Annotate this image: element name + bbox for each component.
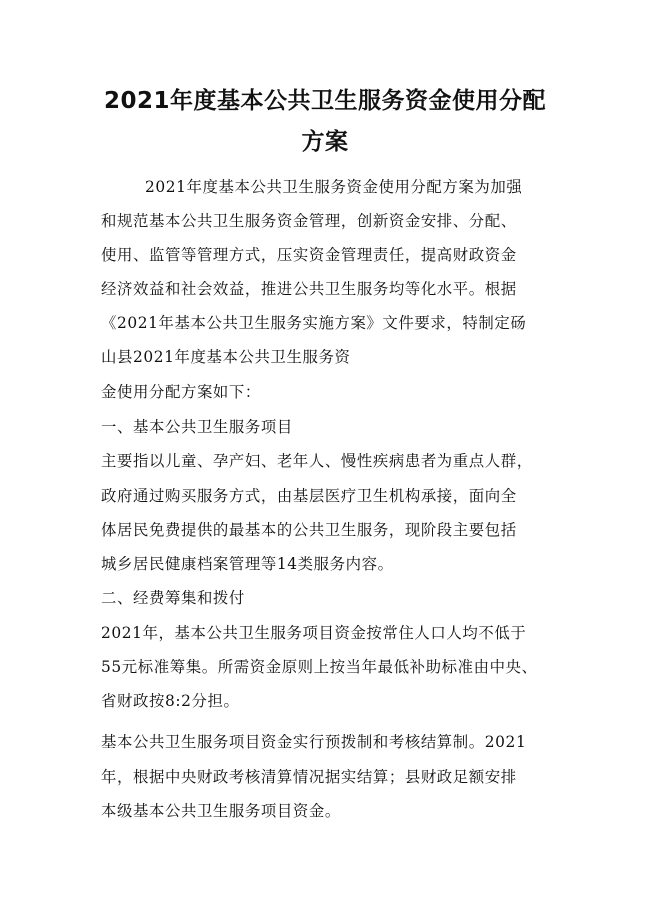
paragraph-line: 年，根据中央财政考核清算情况据实结算；县财政足额安排 [101,768,517,786]
paragraph-line: 体居民免费提供的最基本的公共卫生服务，现阶段主要包括 [101,521,517,539]
paragraph-line: 本级基本公共卫生服务项目资金。 [101,802,341,820]
paragraph-line: 和规范基本公共卫生服务资金管理，创新资金安排、分配、 [101,212,517,230]
section-heading-2: 二、经费筹集和拨付 [101,589,245,607]
paragraph-line: 金使用分配方案如下： [101,383,261,401]
paragraph-line: 基本公共卫生服务项目资金实行预拨制和考核结算制。2021 [101,733,527,751]
paragraph-line: 省财政按8:2分担。 [101,692,240,710]
paragraph-line: 主要指以儿童、孕产妇、老年人、慢性疾病患者为重点人群， [101,452,533,470]
paragraph-line: 《2021年基本公共卫生服务实施方案》文件要求，特制定砀 [101,314,527,332]
paragraph-line: 城乡居民健康档案管理等14类服务内容。 [101,555,394,573]
document-title-line-1: 2021年度基本公共卫生服务资金使用分配 [103,88,546,114]
document-title-line-2: 方案 [301,129,349,155]
paragraph-line: 山县2021年度基本公共卫生服务资 [101,348,351,366]
paragraph-line: 政府通过购买服务方式，由基层医疗卫生机构承接，面向全 [101,487,517,505]
paragraph-line: 2021年度基本公共卫生服务资金使用分配方案为加强 [145,178,523,196]
section-heading-1: 一、基本公共卫生服务项目 [101,418,293,436]
paragraph-line: 55元标准筹集。所需资金原则上按当年最低补助标准由中央、 [101,658,538,676]
paragraph-line: 经济效益和社会效益，推进公共卫生服务均等化水平。根据 [101,280,517,298]
paragraph-line: 2021年，基本公共卫生服务项目资金按常住人口人均不低于 [101,624,527,642]
paragraph-line: 使用、监管等管理方式，压实资金管理责任，提高财政资金 [101,246,517,264]
